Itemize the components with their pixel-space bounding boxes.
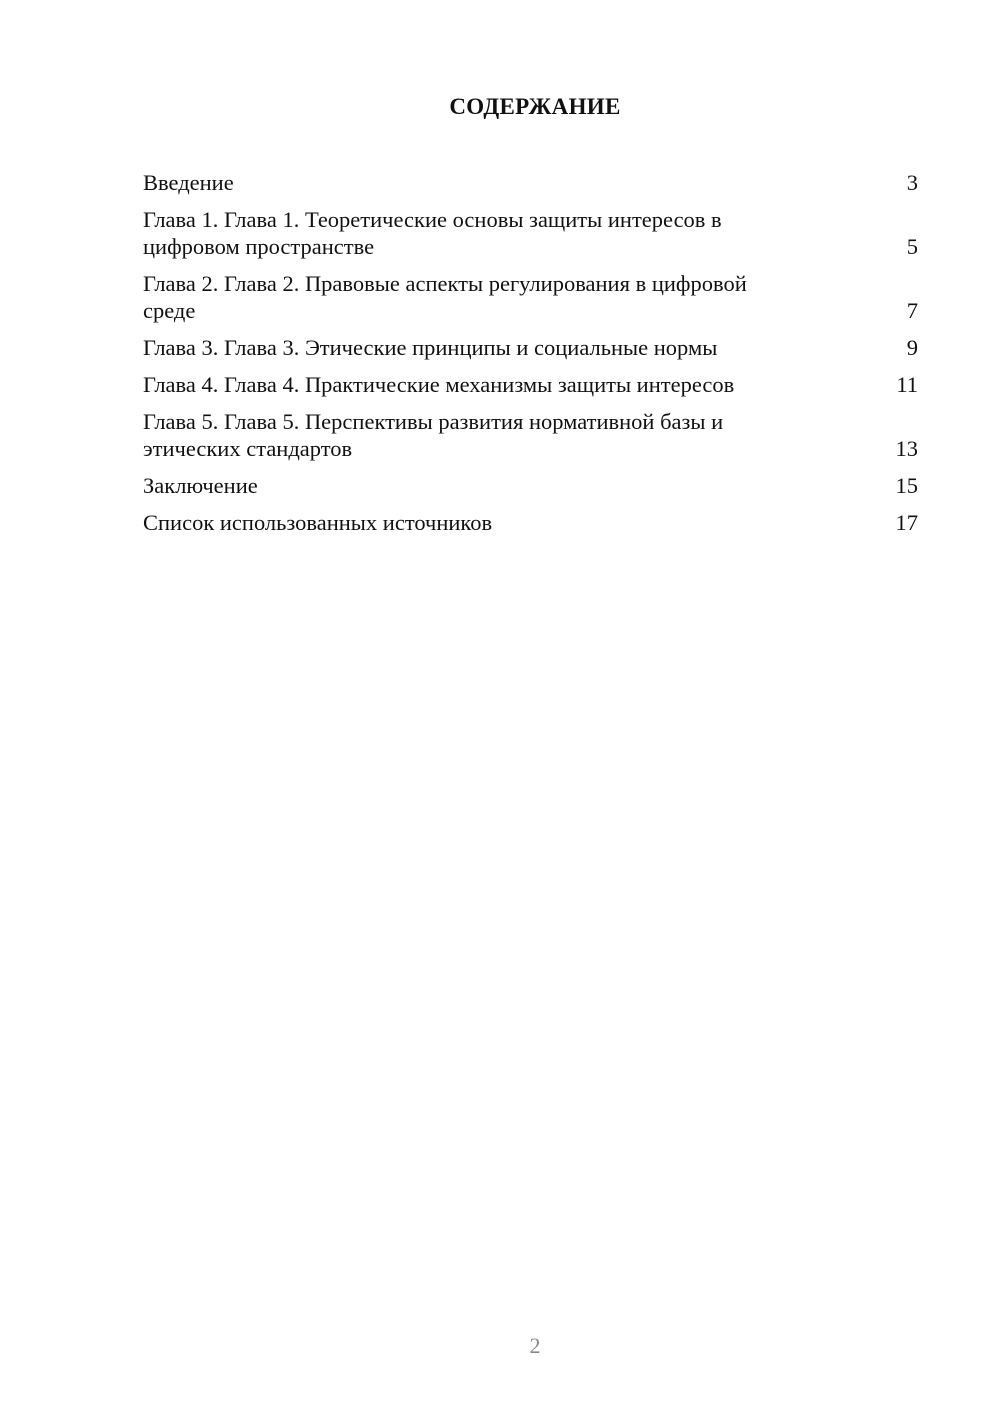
toc-page-number: 9 (906, 335, 918, 360)
toc-entry-text (143, 408, 888, 462)
toc-entry-chapter-3[interactable] (143, 334, 918, 361)
toc-entry-line: Глава 3. Глава 3. Этические принципы и социальные нормы (143, 335, 718, 360)
toc-entry-references[interactable] (143, 509, 918, 536)
toc-entry-line: Список использованных источников (143, 510, 493, 535)
toc-entry-text (143, 509, 888, 536)
toc-entry-line: среде (143, 298, 196, 323)
page-number: 2 (529, 1333, 541, 1358)
toc-entry-text (143, 371, 888, 398)
toc-page-number: 3 (906, 170, 918, 195)
toc-entry-chapter-4[interactable] (143, 371, 918, 398)
toc-entry-line: Заключение (143, 473, 258, 498)
toc-entry-line: этических стандартов (143, 436, 353, 461)
toc-page-number: 13 (895, 436, 918, 461)
toc-entry-chapter-1[interactable] (143, 206, 918, 260)
toc-entry-line: цифровом пространстве (143, 234, 375, 259)
toc-entry-conclusion[interactable] (143, 472, 918, 499)
toc-page-number: 15 (895, 473, 918, 498)
toc-entry-line: Глава 4. Глава 4. Практические механизмы защиты интересов (143, 372, 735, 397)
toc-entry-line: Глава 2. Глава 2. Правовые аспекты регулирования в цифровой (143, 271, 747, 296)
toc-page-number: 17 (895, 510, 918, 535)
toc-page-number: 11 (896, 372, 918, 397)
toc-entry-introduction[interactable] (143, 169, 918, 196)
toc-page-number: 7 (906, 298, 918, 323)
toc-page-number: 5 (906, 234, 918, 259)
toc-entry-text (143, 169, 888, 196)
toc-entry-text (143, 270, 888, 324)
toc-entry-chapter-2[interactable] (143, 270, 918, 324)
table-of-contents (143, 169, 918, 546)
toc-entry-line: Введение (143, 170, 234, 195)
toc-entry-text (143, 206, 888, 260)
toc-entry-text (143, 472, 888, 499)
toc-entry-chapter-5[interactable] (143, 408, 918, 462)
page-title: СОДЕРЖАНИЕ (449, 94, 621, 119)
toc-entry-text (143, 334, 888, 361)
toc-entry-line: Глава 1. Глава 1. Теоретические основы защиты интересов в (143, 207, 722, 232)
toc-entry-line: Глава 5. Глава 5. Перспективы развития нормативной базы и (143, 409, 724, 434)
